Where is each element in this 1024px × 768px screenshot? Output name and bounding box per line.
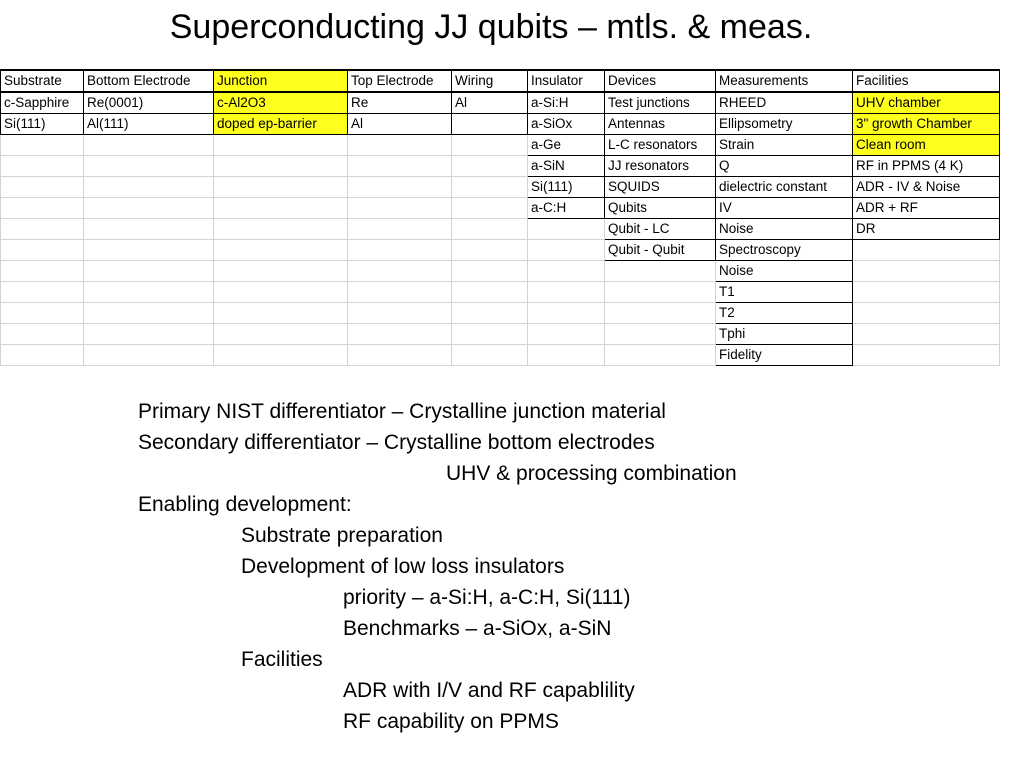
column-header: Facilities xyxy=(853,70,1000,92)
table-cell xyxy=(348,135,452,156)
table-cell xyxy=(528,345,605,366)
table-cell xyxy=(84,261,214,282)
column-header: Substrate xyxy=(1,70,84,92)
note-line: RF capability on PPMS xyxy=(343,710,559,733)
table-cell xyxy=(1,324,84,345)
table-cell xyxy=(452,240,528,261)
table-cell: Q xyxy=(716,156,853,177)
table-body xyxy=(1,70,1000,366)
note-line: ADR with I/V and RF capablility xyxy=(343,679,635,702)
table-cell: a-Si:H xyxy=(528,92,605,114)
table-cell xyxy=(853,282,1000,303)
table-cell xyxy=(452,135,528,156)
table-cell xyxy=(348,240,452,261)
table-cell: Re xyxy=(348,92,452,114)
table-cell xyxy=(84,135,214,156)
table-cell xyxy=(84,282,214,303)
table-cell: ADR - IV & Noise xyxy=(853,177,1000,198)
table-cell xyxy=(1,219,84,240)
table-cell: T1 xyxy=(716,282,853,303)
table-cell: Si(111) xyxy=(528,177,605,198)
table-cell: Clean room xyxy=(853,135,1000,156)
table-cell xyxy=(528,261,605,282)
table-cell: RHEED xyxy=(716,92,853,114)
table-cell xyxy=(605,345,716,366)
table-cell xyxy=(214,156,348,177)
table-cell xyxy=(853,261,1000,282)
table-cell xyxy=(84,303,214,324)
table-row xyxy=(1,324,1000,345)
table-cell: Re(0001) xyxy=(84,92,214,114)
note-line: UHV & processing combination xyxy=(446,462,737,485)
table-cell xyxy=(214,240,348,261)
table-cell: Si(111) xyxy=(1,114,84,135)
table-cell xyxy=(84,240,214,261)
table-cell xyxy=(214,177,348,198)
table-cell xyxy=(84,198,214,219)
table-cell xyxy=(452,198,528,219)
table-cell xyxy=(84,177,214,198)
table-cell xyxy=(853,324,1000,345)
table-cell: IV xyxy=(716,198,853,219)
table-cell xyxy=(853,240,1000,261)
column-header: Top Electrode xyxy=(348,70,452,92)
materials-measurements-table xyxy=(0,69,1000,366)
table-cell xyxy=(452,114,528,135)
table-cell xyxy=(528,240,605,261)
table-cell xyxy=(214,303,348,324)
table-row xyxy=(1,156,1000,177)
table-row xyxy=(1,92,1000,114)
note-line: priority – a-Si:H, a-C:H, Si(111) xyxy=(343,586,631,609)
table-cell xyxy=(214,324,348,345)
table-cell: RF in PPMS (4 K) xyxy=(853,156,1000,177)
slide-title: Superconducting JJ qubits – mtls. & meas. xyxy=(169,8,813,46)
table-cell xyxy=(605,261,716,282)
table-cell xyxy=(1,345,84,366)
table-row xyxy=(1,261,1000,282)
table-cell xyxy=(348,261,452,282)
table-cell: UHV chamber xyxy=(853,92,1000,114)
table-cell xyxy=(605,303,716,324)
table-cell: a-Ge xyxy=(528,135,605,156)
table-cell: Ellipsometry xyxy=(716,114,853,135)
table-header-row xyxy=(1,70,1000,92)
table-row xyxy=(1,177,1000,198)
table-cell xyxy=(452,303,528,324)
table-cell xyxy=(214,219,348,240)
table-cell xyxy=(348,324,452,345)
table-cell: Noise xyxy=(716,261,853,282)
table-cell: Qubit - LC xyxy=(605,219,716,240)
table-cell: 3" growth Chamber xyxy=(853,114,1000,135)
table-cell: Qubit - Qubit xyxy=(605,240,716,261)
table-cell xyxy=(348,303,452,324)
table-cell xyxy=(84,345,214,366)
table-row xyxy=(1,303,1000,324)
table-cell xyxy=(452,282,528,303)
table-row xyxy=(1,345,1000,366)
notes-list xyxy=(138,396,737,737)
table-cell: Test junctions xyxy=(605,92,716,114)
column-header: Measurements xyxy=(716,70,853,92)
table-row xyxy=(1,114,1000,135)
table-cell: Qubits xyxy=(605,198,716,219)
table-cell: Tphi xyxy=(716,324,853,345)
column-header: Insulator xyxy=(528,70,605,92)
table-cell: L-C resonators xyxy=(605,135,716,156)
table-cell xyxy=(348,345,452,366)
table-cell xyxy=(452,177,528,198)
table-cell xyxy=(452,345,528,366)
table-cell: c-Al2O3 xyxy=(214,92,348,114)
table-cell: Al xyxy=(452,92,528,114)
table-cell xyxy=(348,177,452,198)
table-cell: a-SiN xyxy=(528,156,605,177)
table-cell xyxy=(853,345,1000,366)
table-cell xyxy=(84,219,214,240)
table-cell: Al(111) xyxy=(84,114,214,135)
table-cell xyxy=(1,177,84,198)
table-cell xyxy=(452,219,528,240)
table-cell: Fidelity xyxy=(716,345,853,366)
table-cell xyxy=(1,261,84,282)
table-cell xyxy=(214,345,348,366)
table-cell xyxy=(452,324,528,345)
table-cell xyxy=(214,261,348,282)
note-line: Development of low loss insulators xyxy=(241,555,565,578)
table-cell xyxy=(348,219,452,240)
table-cell xyxy=(84,156,214,177)
table-cell: Spectroscopy xyxy=(716,240,853,261)
table-cell: a-SiOx xyxy=(528,114,605,135)
table-cell xyxy=(528,303,605,324)
note-line: Enabling development: xyxy=(138,493,352,516)
table-cell: c-Sapphire xyxy=(1,92,84,114)
table-cell xyxy=(605,282,716,303)
table-cell: dielectric constant xyxy=(716,177,853,198)
table-cell: Strain xyxy=(716,135,853,156)
column-header: Bottom Electrode xyxy=(84,70,214,92)
table-cell: JJ resonators xyxy=(605,156,716,177)
table-cell xyxy=(1,282,84,303)
table-cell xyxy=(348,156,452,177)
table-cell xyxy=(348,198,452,219)
column-header: Devices xyxy=(605,70,716,92)
note-line: Substrate preparation xyxy=(241,524,443,547)
table-cell xyxy=(1,198,84,219)
table-cell xyxy=(348,282,452,303)
table-cell: T2 xyxy=(716,303,853,324)
table-cell xyxy=(1,156,84,177)
table-cell xyxy=(214,282,348,303)
column-header: Junction xyxy=(214,70,348,92)
note-line: Primary NIST differentiator – Crystalline junction material xyxy=(138,400,666,423)
table-cell: ADR + RF xyxy=(853,198,1000,219)
note-line: Secondary differentiator – Crystalline bottom electrodes xyxy=(138,431,655,454)
table-cell xyxy=(853,303,1000,324)
table-cell xyxy=(84,324,214,345)
note-line: Facilities xyxy=(241,648,323,671)
table-cell xyxy=(528,219,605,240)
table-row xyxy=(1,219,1000,240)
table-row xyxy=(1,198,1000,219)
table-cell xyxy=(605,324,716,345)
table-cell: doped ep-barrier xyxy=(214,114,348,135)
table-cell: Antennas xyxy=(605,114,716,135)
table-cell: Al xyxy=(348,114,452,135)
table-row xyxy=(1,282,1000,303)
table-cell: SQUIDS xyxy=(605,177,716,198)
note-line: Benchmarks – a-SiOx, a-SiN xyxy=(343,617,612,640)
table-cell xyxy=(1,240,84,261)
table-cell: Noise xyxy=(716,219,853,240)
table-cell xyxy=(214,198,348,219)
table-cell xyxy=(214,135,348,156)
table-cell xyxy=(528,282,605,303)
table-cell: DR xyxy=(853,219,1000,240)
column-header: Wiring xyxy=(452,70,528,92)
table-cell xyxy=(1,135,84,156)
table-cell xyxy=(1,303,84,324)
table-cell xyxy=(452,156,528,177)
table-cell xyxy=(528,324,605,345)
table-cell xyxy=(452,261,528,282)
table-cell: a-C:H xyxy=(528,198,605,219)
table-row xyxy=(1,135,1000,156)
table-row xyxy=(1,240,1000,261)
